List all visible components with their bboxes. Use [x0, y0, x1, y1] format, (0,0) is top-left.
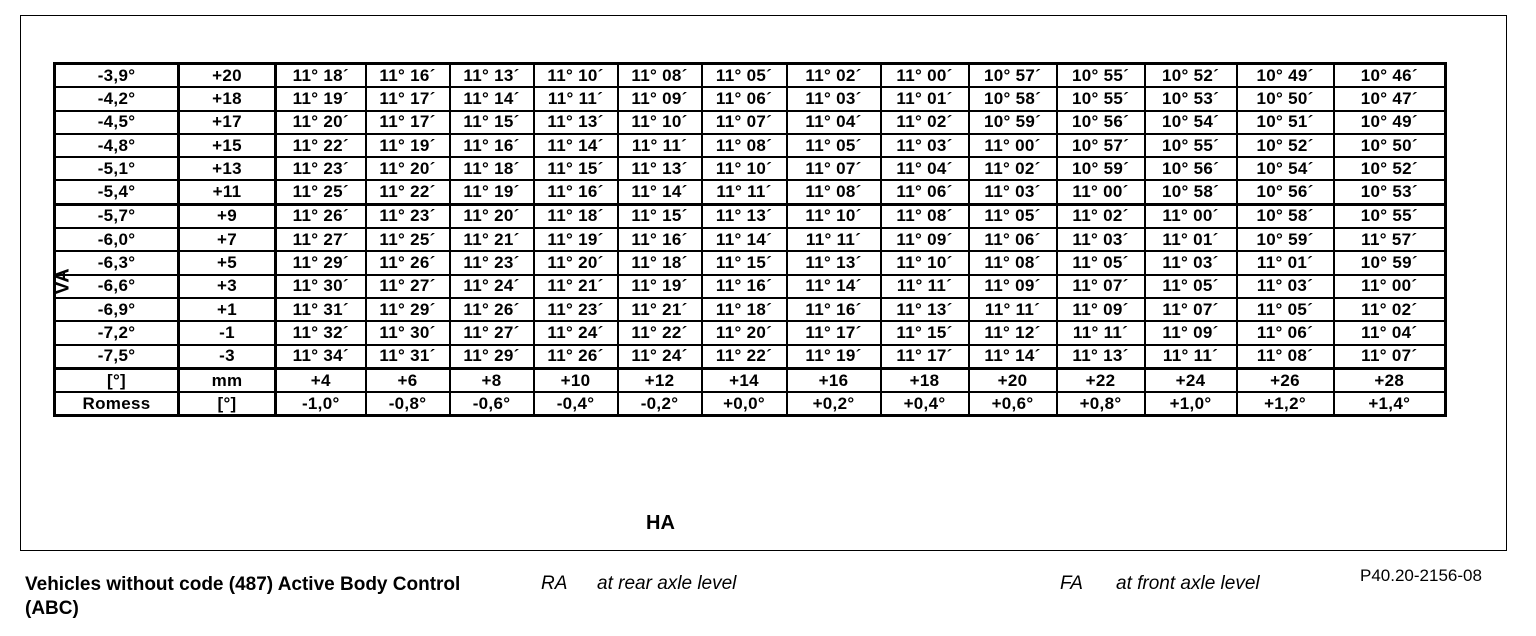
table-cell: +26: [1237, 368, 1334, 392]
table-cell: +4: [276, 368, 366, 392]
table-cell: 11° 21´: [534, 275, 618, 298]
table-cell: 11° 09´: [881, 228, 969, 251]
table-cell: 11° 26´: [366, 251, 450, 274]
table-row: [55, 321, 1446, 344]
table-cell: 11° 20´: [702, 321, 787, 344]
table-cell: +0,4°: [881, 392, 969, 416]
table-cell: +13: [179, 157, 276, 180]
table-cell: 11° 17´: [881, 345, 969, 369]
table-cell: 11° 08´: [618, 64, 702, 88]
table-cell: +3: [179, 275, 276, 298]
table-cell: 11° 16´: [366, 64, 450, 88]
table-cell: +11: [179, 180, 276, 204]
table-cell: -1: [179, 321, 276, 344]
table-cell: 11° 15´: [450, 111, 534, 134]
table-cell: 11° 15´: [534, 157, 618, 180]
table-cell: +22: [1057, 368, 1145, 392]
table-cell: 11° 15´: [702, 251, 787, 274]
table-cell: 11° 14´: [787, 275, 881, 298]
table-cell: +7: [179, 228, 276, 251]
table-cell: 11° 01´: [1145, 228, 1237, 251]
table-row: [55, 134, 1446, 157]
table-cell: +1,2°: [1237, 392, 1334, 416]
table-cell: 11° 08´: [881, 204, 969, 228]
table-cell: 10° 59´: [969, 111, 1057, 134]
table-cell: 11° 03´: [1057, 228, 1145, 251]
table-cell: 11° 24´: [450, 275, 534, 298]
angle-table: [53, 62, 1447, 417]
table-cell: 11° 09´: [1057, 298, 1145, 321]
table-cell: 11° 16´: [534, 180, 618, 204]
table-cell: 11° 12´: [969, 321, 1057, 344]
table-cell: 11° 09´: [618, 87, 702, 110]
table-cell: 11° 16´: [787, 298, 881, 321]
table-cell: 11° 18´: [450, 157, 534, 180]
table-row: [55, 87, 1446, 110]
table-cell: +6: [366, 368, 450, 392]
table-cell: +8: [450, 368, 534, 392]
table-cell: 11° 03´: [787, 87, 881, 110]
table-cell: +0,6°: [969, 392, 1057, 416]
table-cell: 11° 29´: [366, 298, 450, 321]
table-cell: 11° 22´: [618, 321, 702, 344]
table-cell: +18: [881, 368, 969, 392]
table-cell: -0,2°: [618, 392, 702, 416]
table-cell: -4,2°: [55, 87, 179, 110]
table-cell: +1: [179, 298, 276, 321]
table-cell: 11° 16´: [618, 228, 702, 251]
table-row: [55, 204, 1446, 228]
table-cell: 11° 13´: [1057, 345, 1145, 369]
table-cell: 10° 55´: [1057, 64, 1145, 88]
table-cell: 11° 29´: [276, 251, 366, 274]
table-cell: -3,9°: [55, 64, 179, 88]
table-cell: -4,8°: [55, 134, 179, 157]
table-cell: 11° 11´: [702, 180, 787, 204]
table-body: [55, 64, 1446, 416]
table-cell: 11° 23´: [276, 157, 366, 180]
table-cell: 11° 10´: [534, 64, 618, 88]
table-cell: 11° 18´: [618, 251, 702, 274]
table-row: [55, 275, 1446, 298]
table-cell: +1,4°: [1334, 392, 1446, 416]
table-cell: 11° 15´: [618, 204, 702, 228]
table-cell: 11° 13´: [787, 251, 881, 274]
table-cell: +20: [179, 64, 276, 88]
table-cell: 11° 00´: [969, 134, 1057, 157]
table-cell: 11° 11´: [618, 134, 702, 157]
ra-text: at rear axle level: [597, 573, 737, 594]
table-cell: 10° 52´: [1237, 134, 1334, 157]
table-cell: 11° 24´: [618, 345, 702, 369]
table-cell: 11° 27´: [276, 228, 366, 251]
table-row: [55, 251, 1446, 274]
table-cell: 10° 49´: [1334, 111, 1446, 134]
table-cell: 11° 05´: [702, 64, 787, 88]
table-cell: 11° 23´: [534, 298, 618, 321]
table-cell: 11° 14´: [450, 87, 534, 110]
table-cell: 11° 15´: [881, 321, 969, 344]
ha-axis-label: HA: [646, 512, 675, 534]
table-row: [55, 298, 1446, 321]
table-cell: 11° 03´: [881, 134, 969, 157]
table-cell: 11° 22´: [276, 134, 366, 157]
table-cell: 11° 25´: [276, 180, 366, 204]
table-cell: 10° 54´: [1237, 157, 1334, 180]
table-cell: 11° 09´: [1145, 321, 1237, 344]
table-cell: 10° 54´: [1145, 111, 1237, 134]
table-cell: 11° 11´: [787, 228, 881, 251]
table-cell: 10° 58´: [1237, 204, 1334, 228]
table-cell: 11° 05´: [1237, 298, 1334, 321]
table-cell: 11° 08´: [1237, 345, 1334, 369]
table-cell: 11° 27´: [366, 275, 450, 298]
table-cell: +9: [179, 204, 276, 228]
table-cell: 11° 00´: [881, 64, 969, 88]
table-cell: 11° 13´: [881, 298, 969, 321]
table-cell: +10: [534, 368, 618, 392]
table-cell: 11° 18´: [534, 204, 618, 228]
table-cell: 11° 26´: [276, 204, 366, 228]
table-cell: +0,2°: [787, 392, 881, 416]
table-row: [55, 111, 1446, 134]
table-cell: 10° 53´: [1334, 180, 1446, 204]
fa-abbr: FA: [1060, 573, 1083, 594]
table-cell: [°]: [179, 392, 276, 416]
table-cell: 11° 30´: [366, 321, 450, 344]
table-cell: -5,7°: [55, 204, 179, 228]
table-cell: 10° 55´: [1145, 134, 1237, 157]
table-cell: 11° 03´: [1237, 275, 1334, 298]
table-cell: 11° 07´: [787, 157, 881, 180]
table-cell: 11° 16´: [450, 134, 534, 157]
table-cell: 11° 18´: [276, 64, 366, 88]
table-cell: 10° 49´: [1237, 64, 1334, 88]
table-cell: 11° 10´: [618, 111, 702, 134]
table-cell: 11° 22´: [366, 180, 450, 204]
table-cell: 11° 20´: [276, 111, 366, 134]
table-cell: 11° 21´: [618, 298, 702, 321]
table-cell: 11° 19´: [276, 87, 366, 110]
table-cell: 11° 20´: [366, 157, 450, 180]
table-cell: 11° 09´: [969, 275, 1057, 298]
table-cell: 11° 27´: [450, 321, 534, 344]
caption-fa: [1060, 573, 1260, 595]
table-cell: -6,0°: [55, 228, 179, 251]
table-cell: 11° 19´: [366, 134, 450, 157]
table-cell: 11° 32´: [276, 321, 366, 344]
table-cell: +24: [1145, 368, 1237, 392]
table-cell: 11° 02´: [1334, 298, 1446, 321]
table-cell: 11° 05´: [1057, 251, 1145, 274]
table-cell: 10° 55´: [1334, 204, 1446, 228]
table-cell: +1,0°: [1145, 392, 1237, 416]
table-cell: +0,8°: [1057, 392, 1145, 416]
table-cell: 10° 56´: [1145, 157, 1237, 180]
document-id: P40.20-2156-08: [1360, 566, 1482, 585]
table-row: [55, 64, 1446, 88]
table-cell: +28: [1334, 368, 1446, 392]
table-cell: 11° 57´: [1334, 228, 1446, 251]
table-cell: 11° 04´: [787, 111, 881, 134]
table-cell: 10° 56´: [1237, 180, 1334, 204]
table-cell: -6,6°: [55, 275, 179, 298]
table-cell: +0,0°: [702, 392, 787, 416]
table-cell: -7,5°: [55, 345, 179, 369]
table-cell: 11° 24´: [534, 321, 618, 344]
table-cell: 11° 14´: [969, 345, 1057, 369]
table-cell: 10° 50´: [1237, 87, 1334, 110]
ra-abbr: RA: [541, 573, 568, 594]
caption-ra: [541, 573, 736, 595]
table-cell: 10° 50´: [1334, 134, 1446, 157]
table-cell: 10° 58´: [969, 87, 1057, 110]
table-cell: -0,4°: [534, 392, 618, 416]
table-cell: +17: [179, 111, 276, 134]
table-cell: 10° 58´: [1145, 180, 1237, 204]
table-cell: 11° 34´: [276, 345, 366, 369]
table-cell: 11° 14´: [534, 134, 618, 157]
table-cell: 11° 06´: [702, 87, 787, 110]
table-cell: 10° 52´: [1145, 64, 1237, 88]
table-cell: 11° 11´: [534, 87, 618, 110]
table-cell: 11° 11´: [881, 275, 969, 298]
table-cell: 10° 57´: [1057, 134, 1145, 157]
table-cell: 11° 26´: [534, 345, 618, 369]
table-cell: 11° 06´: [1237, 321, 1334, 344]
table-cell: 11° 02´: [1057, 204, 1145, 228]
table-cell: 10° 59´: [1334, 251, 1446, 274]
table-row: [55, 228, 1446, 251]
va-axis-label: VA: [51, 268, 74, 295]
table-cell: 11° 13´: [618, 157, 702, 180]
table-cell: 11° 19´: [450, 180, 534, 204]
table-cell: 11° 13´: [702, 204, 787, 228]
table-cell: 11° 05´: [1145, 275, 1237, 298]
caption-title: Vehicles without code (487) Active Body Control (ABC): [25, 574, 461, 619]
table-cell: 10° 52´: [1334, 157, 1446, 180]
table-cell: 11° 23´: [366, 204, 450, 228]
table-row: [55, 180, 1446, 204]
table-cell: +16: [787, 368, 881, 392]
table-cell: -6,3°: [55, 251, 179, 274]
fa-text: at front axle level: [1116, 573, 1260, 594]
table-cell: 11° 26´: [450, 298, 534, 321]
table-cell: 11° 08´: [702, 134, 787, 157]
table-cell: 11° 11´: [1145, 345, 1237, 369]
table-cell: 11° 01´: [1237, 251, 1334, 274]
table-cell: -3: [179, 345, 276, 369]
table-cell: 11° 03´: [1145, 251, 1237, 274]
table-cell: 11° 02´: [787, 64, 881, 88]
table-cell: 11° 20´: [534, 251, 618, 274]
table-cell: -5,1°: [55, 157, 179, 180]
table-cell: -5,4°: [55, 180, 179, 204]
table-cell: 11° 04´: [881, 157, 969, 180]
table-cell: 11° 07´: [1334, 345, 1446, 369]
table-cell: +14: [702, 368, 787, 392]
table-cell: 11° 02´: [969, 157, 1057, 180]
table-cell: 11° 07´: [702, 111, 787, 134]
table-cell: 11° 22´: [702, 345, 787, 369]
table-cell: 10° 53´: [1145, 87, 1237, 110]
table-cell: 11° 00´: [1145, 204, 1237, 228]
table-row: [55, 157, 1446, 180]
table-cell: -0,8°: [366, 392, 450, 416]
table-cell: 11° 30´: [276, 275, 366, 298]
table-row: [55, 368, 1446, 392]
table-cell: +12: [618, 368, 702, 392]
table-cell: 11° 19´: [787, 345, 881, 369]
table-cell: 11° 31´: [276, 298, 366, 321]
table-cell: 11° 11´: [1057, 321, 1145, 344]
table-cell: 11° 29´: [450, 345, 534, 369]
table-cell: 11° 14´: [618, 180, 702, 204]
table-cell: -7,2°: [55, 321, 179, 344]
table-cell: Romess: [55, 392, 179, 416]
table-cell: 11° 07´: [1057, 275, 1145, 298]
table-cell: 11° 08´: [969, 251, 1057, 274]
table-cell: 11° 00´: [1057, 180, 1145, 204]
table-cell: -0,6°: [450, 392, 534, 416]
table-cell: 11° 14´: [702, 228, 787, 251]
table-cell: -1,0°: [276, 392, 366, 416]
table-cell: 11° 21´: [450, 228, 534, 251]
table-row: [55, 392, 1446, 416]
table-cell: 11° 08´: [787, 180, 881, 204]
table-cell: 11° 11´: [969, 298, 1057, 321]
table-cell: 11° 20´: [450, 204, 534, 228]
table-cell: +20: [969, 368, 1057, 392]
table-cell: 11° 19´: [534, 228, 618, 251]
table-cell: 11° 05´: [969, 204, 1057, 228]
table-cell: +15: [179, 134, 276, 157]
table-cell: 11° 13´: [450, 64, 534, 88]
table-cell: 11° 31´: [366, 345, 450, 369]
table-cell: 11° 17´: [366, 87, 450, 110]
table-cell: 11° 00´: [1334, 275, 1446, 298]
table-cell: 10° 57´: [969, 64, 1057, 88]
table-cell: 11° 10´: [702, 157, 787, 180]
table-row: [55, 345, 1446, 369]
table-cell: 10° 59´: [1237, 228, 1334, 251]
table-cell: 10° 47´: [1334, 87, 1446, 110]
table-cell: 11° 04´: [1334, 321, 1446, 344]
table-cell: 11° 05´: [787, 134, 881, 157]
table-cell: 11° 17´: [787, 321, 881, 344]
table-cell: 11° 02´: [881, 111, 969, 134]
table-cell: 11° 13´: [534, 111, 618, 134]
table-cell: 11° 10´: [787, 204, 881, 228]
table-cell: +5: [179, 251, 276, 274]
table-cell: 10° 51´: [1237, 111, 1334, 134]
table-cell: 10° 55´: [1057, 87, 1145, 110]
table-cell: 11° 18´: [702, 298, 787, 321]
table-cell: 11° 16´: [702, 275, 787, 298]
table-cell: 11° 07´: [1145, 298, 1237, 321]
table-cell: +18: [179, 87, 276, 110]
table-cell: 11° 17´: [366, 111, 450, 134]
table-cell: -4,5°: [55, 111, 179, 134]
table-cell: [°]: [55, 368, 179, 392]
table-cell: 11° 19´: [618, 275, 702, 298]
table-cell: 11° 03´: [969, 180, 1057, 204]
table-cell: 11° 06´: [969, 228, 1057, 251]
table-cell: 10° 46´: [1334, 64, 1446, 88]
table-cell: 10° 59´: [1057, 157, 1145, 180]
table-cell: 11° 23´: [450, 251, 534, 274]
table-cell: 11° 10´: [881, 251, 969, 274]
table-cell: mm: [179, 368, 276, 392]
table-cell: 11° 06´: [881, 180, 969, 204]
table-cell: 11° 01´: [881, 87, 969, 110]
table-cell: 11° 25´: [366, 228, 450, 251]
table-cell: -6,9°: [55, 298, 179, 321]
table-cell: 10° 56´: [1057, 111, 1145, 134]
